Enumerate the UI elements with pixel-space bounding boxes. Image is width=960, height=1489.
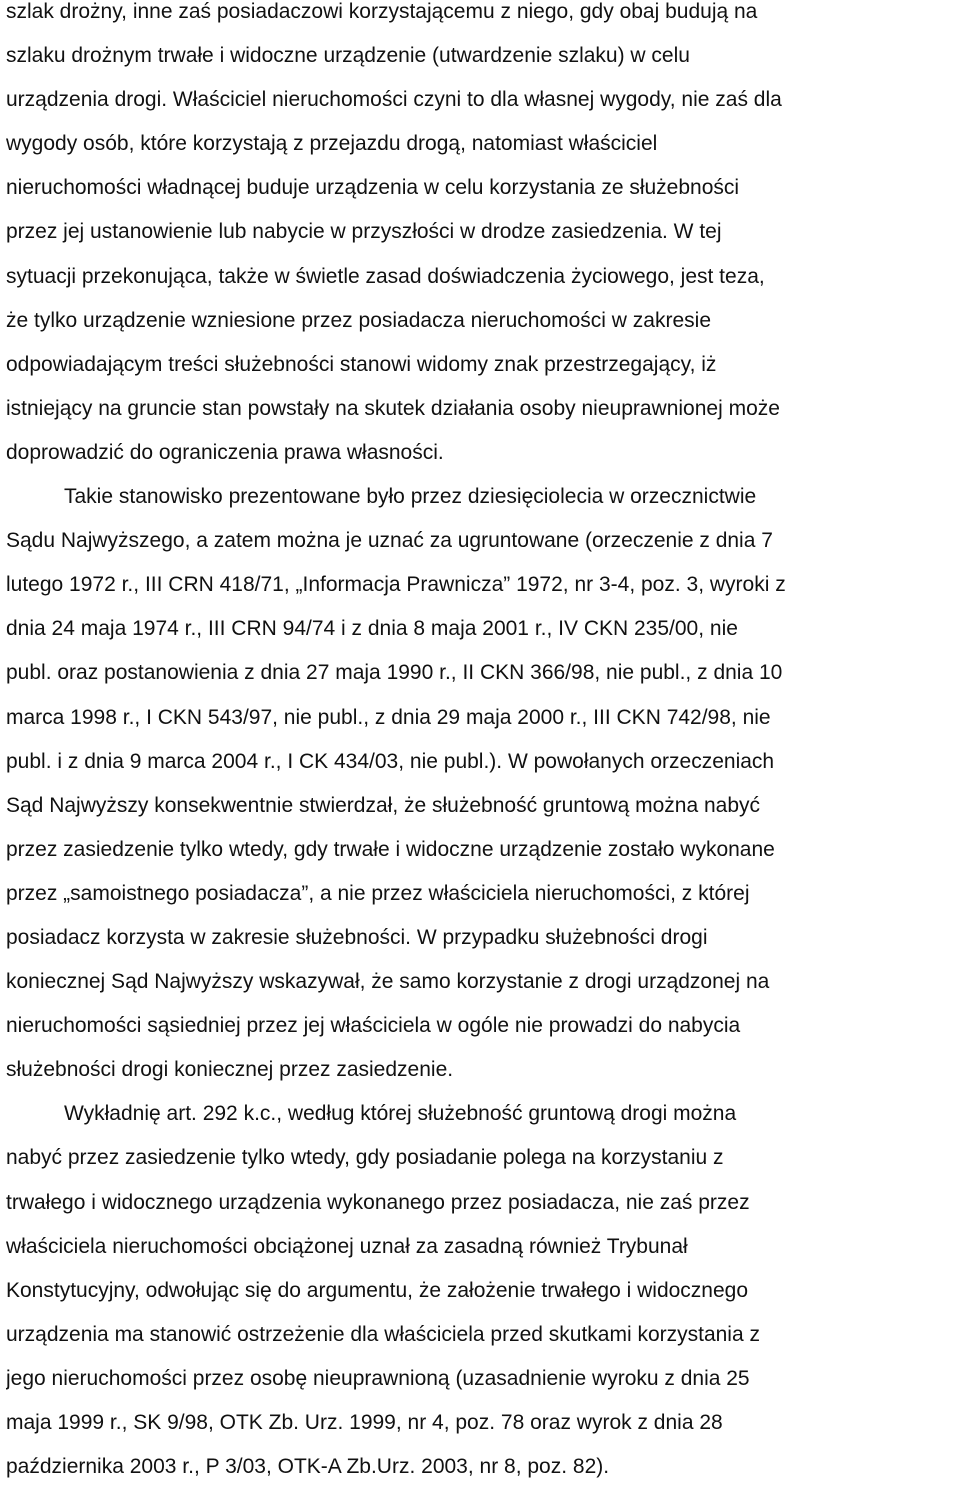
text-line: doprowadzić do ograniczenia prawa własności. [6, 440, 444, 464]
text-line: że tylko urządzenie wzniesione przez posiadacza nieruchomości w zakresie [6, 308, 712, 332]
paragraph [6, 475, 946, 1092]
text-line: szlaku drożnym trwałe i widoczne urządzenie (utwardzenie szlaku) w celu [6, 44, 690, 68]
text-line: publ. i z dnia 9 marca 2004 r., I CK 434/03, nie publ.). W powołanych orzeczeniach [6, 749, 775, 773]
text-line: urządzenia drogi. Właściciel nieruchomości czyni to dla własnej wygody, nie zaś dla [6, 88, 782, 112]
text-line: Wykładnię art. 292 k.c., według której służebność gruntową drogi można [64, 1102, 737, 1126]
text-line: przez jej ustanowienie lub nabycie w przyszłości w drodze zasiedzenia. W tej [6, 220, 722, 244]
text-line: Takie stanowisko prezentowane było przez dziesięciolecia w orzecznictwie [64, 485, 757, 509]
text-line: nieruchomości sąsiedniej przez jej właściciela w ogóle nie prowadzi do nabycia [6, 1014, 741, 1038]
text-line: właściciela nieruchomości obciążonej uznał za zasadną również Trybunał [6, 1234, 688, 1258]
text-line: maja 1999 r., SK 9/98, OTK Zb. Urz. 1999, nr 4, poz. 78 oraz wyrok z dnia 28 [6, 1411, 723, 1434]
text-line: trwałego i widocznego urządzenia wykonanego przez posiadacza, nie zaś przez [6, 1190, 750, 1214]
text-line: koniecznej Sąd Najwyższy wskazywał, że samo korzystanie z drogi urządzonej na [6, 970, 770, 994]
text-line: lutego 1972 r., III CRN 418/71, „Informacja Prawnicza” 1972, nr 3-4, poz. 3, wyroki z [6, 573, 786, 597]
text-line: szlak drożny, inne zaś posiadaczowi korzystającemu z niego, gdy obaj budują na [6, 0, 758, 23]
text-line: wygody osób, które korzystają z przejazdu drogą, natomiast właściciel [6, 132, 658, 156]
text-line: przez zasiedzenie tylko wtedy, gdy trwałe i widoczne urządzenie zostało wykonane [6, 837, 775, 861]
paragraph [6, 0, 946, 475]
text-line: nieruchomości władnącej buduje urządzenia w celu korzystania ze służebności [6, 176, 740, 200]
text-line: Sądu Najwyższego, a zatem można je uznać za ugruntowane (orzeczenie z dnia 7 [6, 529, 773, 553]
text-line: dnia 24 maja 1974 r., III CRN 94/74 i z dnia 8 maja 2001 r., IV CKN 235/00, nie [6, 617, 738, 641]
text-line: sytuacji przekonująca, także w świetle zasad doświadczenia życiowego, jest teza, [6, 264, 765, 288]
text-line: istniejący na gruncie stan powstały na skutek działania osoby nieuprawnionej może [6, 396, 780, 420]
text-line: jego nieruchomości przez osobę nieuprawnioną (uzasadnienie wyroku z dnia 25 [6, 1366, 750, 1390]
text-line: służebności drogi koniecznej przez zasiedzenie. [6, 1058, 454, 1082]
text-line: nabyć przez zasiedzenie tylko wtedy, gdy posiadanie polega na korzystaniu z [6, 1146, 724, 1170]
text-line: Konstytucyjny, odwołując się do argumentu, że założenie trwałego i widocznego [6, 1278, 749, 1302]
text-line: odpowiadającym treści służebności stanowi widomy znak przestrzegający, iż [6, 352, 717, 376]
text-line: przez „samoistnego posiadacza”, a nie przez właściciela nieruchomości, z której [6, 881, 750, 905]
paragraph [6, 1092, 946, 1489]
text-line: urządzenia ma stanowić ostrzeżenie dla właściciela przed skutkami korzystania z [6, 1322, 760, 1346]
text-line: października 2003 r., P 3/03, OTK-A Zb.Urz. 2003, nr 8, poz. 82). [6, 1455, 610, 1479]
text-line: marca 1998 r., I CKN 543/97, nie publ., z dnia 29 maja 2000 r., III CKN 742/98, nie [6, 705, 771, 729]
text-line: publ. oraz postanowienia z dnia 27 maja 1990 r., II CKN 366/98, nie publ., z dnia 10 [6, 661, 783, 685]
text-line: posiadacz korzysta w zakresie służebności. W przypadku służebności drogi [6, 925, 708, 949]
text-line: Sąd Najwyższy konsekwentnie stwierdzał, że służebność gruntową można nabyć [6, 793, 761, 817]
